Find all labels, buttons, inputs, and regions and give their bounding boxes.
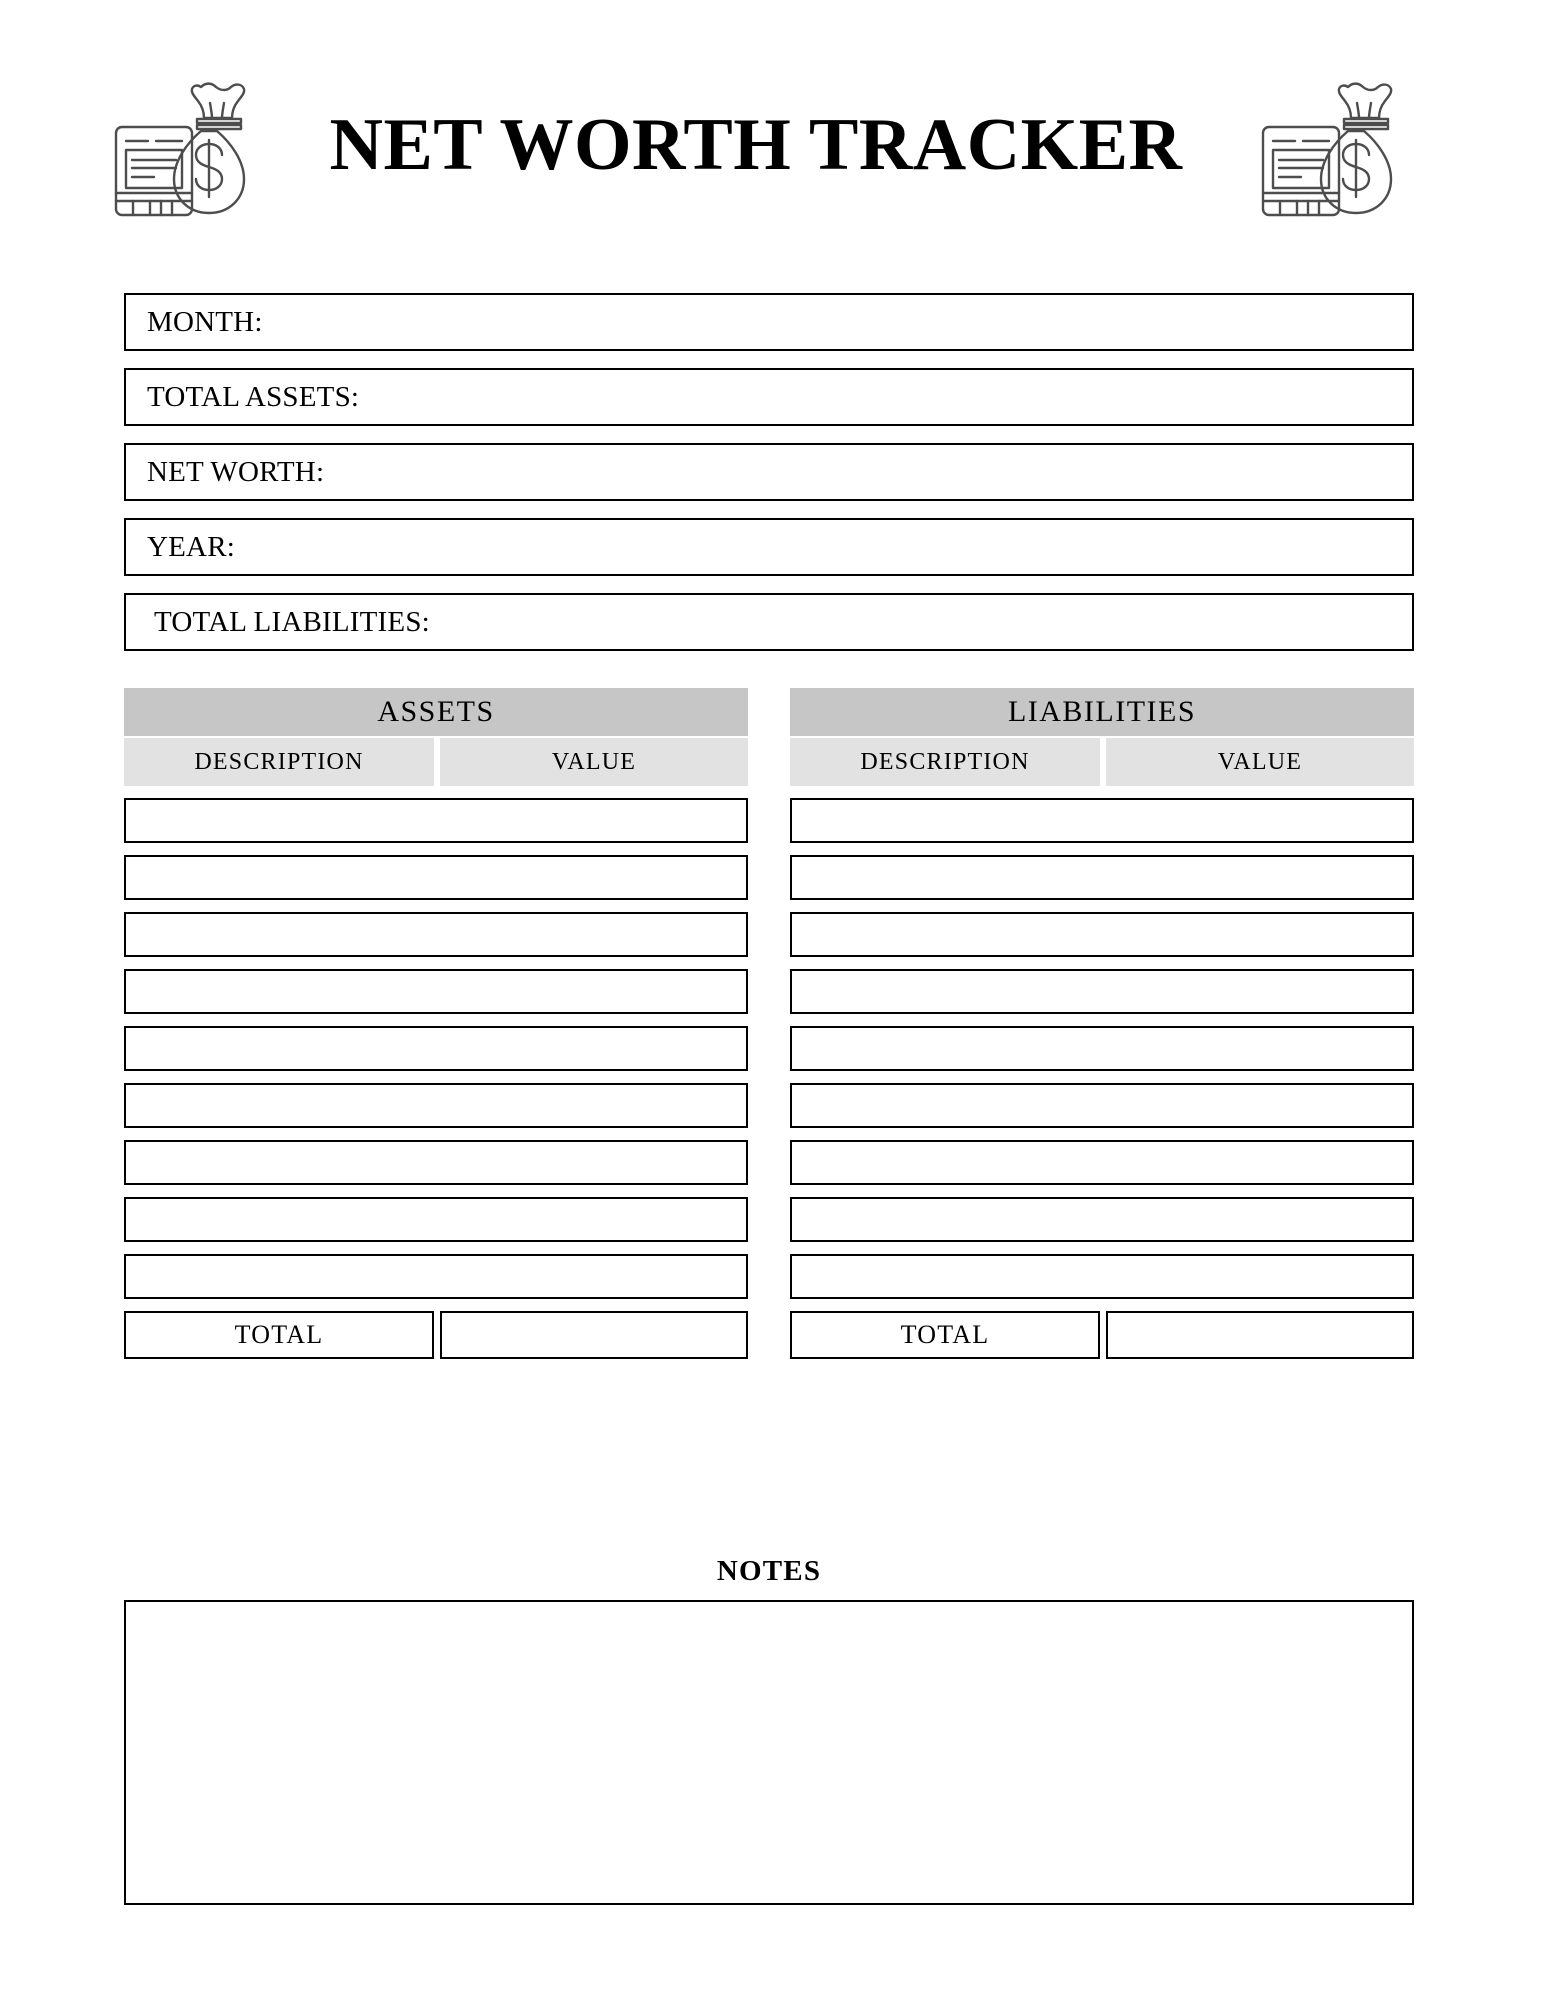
field-row-total-assets[interactable] [124,368,1414,426]
liabilities-header-value: VALUE [1106,738,1414,786]
liabilities-entry-row-8[interactable] [790,1197,1414,1242]
liabilities-column-headers [790,738,1414,786]
money-bag-invoice-icon [1247,65,1412,225]
field-row-month[interactable] [124,293,1414,351]
liabilities-total-value[interactable] [1106,1311,1414,1359]
assets-entry-row-1[interactable] [124,798,748,843]
field-label-net-worth: NET WORTH: [147,455,325,488]
liabilities-entry-row-6[interactable] [790,1083,1414,1128]
field-label-month: MONTH: [147,305,263,338]
assets-entry-row-6[interactable] [124,1083,748,1128]
assets-table [124,688,748,1359]
liabilities-entry-row-7[interactable] [790,1140,1414,1185]
liabilities-table-title: LIABILITIES [790,688,1414,736]
page-title: NET WORTH TRACKER [329,103,1183,186]
assets-entry-row-3[interactable] [124,912,748,957]
field-row-total-liabilities[interactable] [124,593,1414,651]
assets-entry-row-9[interactable] [124,1254,748,1299]
money-bag-invoice-icon [100,65,265,225]
liabilities-total-label: TOTAL [790,1311,1100,1359]
page-header [100,62,1412,227]
field-label-year: YEAR: [147,530,235,563]
assets-entry-row-4[interactable] [124,969,748,1014]
tables-section [124,688,1414,1359]
notes-heading: NOTES [716,1555,822,1587]
liabilities-entry-row-2[interactable] [790,855,1414,900]
assets-entry-row-2[interactable] [124,855,748,900]
assets-entry-row-7[interactable] [124,1140,748,1185]
assets-entry-row-8[interactable] [124,1197,748,1242]
assets-total-value[interactable] [440,1311,748,1359]
liabilities-table [790,688,1414,1359]
liabilities-header-description: DESCRIPTION [790,738,1100,786]
field-row-year[interactable] [124,518,1414,576]
field-row-net-worth[interactable] [124,443,1414,501]
summary-fields [124,293,1414,668]
field-label-total-assets: TOTAL ASSETS: [147,380,360,413]
assets-table-title: ASSETS [124,688,748,736]
liabilities-entry-row-5[interactable] [790,1026,1414,1071]
assets-column-headers [124,738,748,786]
liabilities-entry-row-4[interactable] [790,969,1414,1014]
liabilities-entry-row-9[interactable] [790,1254,1414,1299]
assets-header-description: DESCRIPTION [124,738,434,786]
liabilities-total-row [790,1311,1414,1359]
assets-total-row [124,1311,748,1359]
liabilities-entry-row-1[interactable] [790,798,1414,843]
assets-entry-row-5[interactable] [124,1026,748,1071]
notes-textarea[interactable] [124,1600,1414,1905]
liabilities-entry-row-3[interactable] [790,912,1414,957]
assets-header-value: VALUE [440,738,748,786]
assets-total-label: TOTAL [124,1311,434,1359]
field-label-total-liabilities: TOTAL LIABILITIES: [154,605,430,638]
